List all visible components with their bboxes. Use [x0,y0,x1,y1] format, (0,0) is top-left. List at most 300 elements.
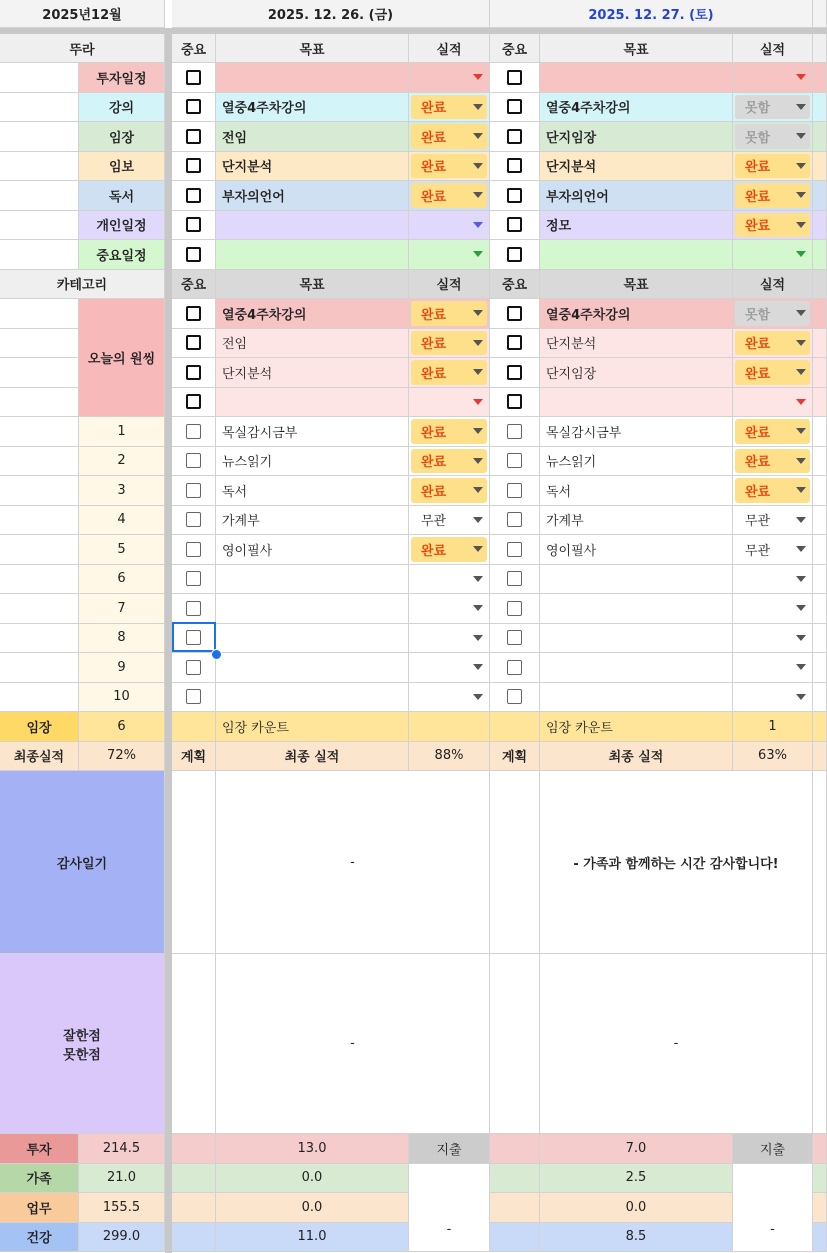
result-chip[interactable]: 완료 [411,331,487,356]
result-dropdown[interactable] [409,653,490,683]
result-dropdown[interactable] [733,93,813,123]
goal-cell[interactable]: 단지임장 [540,122,733,152]
result-chip[interactable]: 못함 [735,301,810,326]
checkbox-icon[interactable] [507,99,522,114]
important-checkbox[interactable] [172,122,216,152]
important-checkbox[interactable] [172,152,216,182]
goal-cell[interactable]: 목실감시금부 [216,417,409,447]
goal-cell[interactable]: 목실감시금부 [540,417,733,447]
gratitude-day2[interactable]: - 가족과 함께하는 시간 감사합니다! [540,771,813,954]
col-important: 중요 [490,34,540,63]
checkbox-icon[interactable] [507,394,522,409]
result-dropdown[interactable] [733,535,813,565]
blank-cell [490,771,540,954]
goal-cell[interactable]: 열중4주차강의 [216,93,409,123]
task-checkbox[interactable] [172,565,216,595]
result-chip[interactable]: 완료 [735,478,810,503]
dropdown-arrow-icon[interactable] [796,369,806,375]
result-chip[interactable]: 완료 [735,183,810,208]
result-dropdown[interactable] [733,299,813,329]
task-checkbox[interactable] [490,624,540,654]
result-dropdown[interactable] [409,476,490,506]
checkbox-icon[interactable] [507,689,522,704]
goal-cell[interactable]: 영이필사 [540,535,733,565]
final-result-value: 63% [733,742,813,772]
result-dropdown[interactable] [733,63,813,93]
dropdown-arrow-icon[interactable] [796,192,806,198]
checkbox-icon[interactable] [186,542,201,557]
result-chip[interactable]: 완료 [735,360,810,385]
goal-cell[interactable]: 독서 [216,476,409,506]
checkbox-icon[interactable] [507,601,522,616]
dropdown-arrow-icon[interactable] [796,694,806,700]
result-dropdown[interactable] [733,565,813,595]
checkbox-icon[interactable] [507,424,522,439]
checkbox-icon[interactable] [186,660,201,675]
important-checkbox[interactable] [490,329,540,359]
result-dropdown[interactable] [409,93,490,123]
checkbox-icon[interactable] [186,99,201,114]
row-number: 1 [79,417,165,447]
dropdown-arrow-icon[interactable] [473,399,483,405]
dropdown-arrow-icon[interactable] [796,104,806,110]
category-day2-value: 2.5 [540,1164,733,1194]
dropdown-arrow-icon[interactable] [796,517,806,523]
goal-cell[interactable]: 단지분석 [216,358,409,388]
goal-cell[interactable]: 단지분석 [540,329,733,359]
task-checkbox[interactable] [490,653,540,683]
row-number: 8 [79,624,165,654]
result-dropdown[interactable] [409,63,490,93]
checkbox-icon[interactable] [186,158,201,173]
checkbox-icon[interactable] [186,424,201,439]
dropdown-arrow-icon[interactable] [473,576,483,582]
task-checkbox[interactable] [490,476,540,506]
important-checkbox[interactable] [490,299,540,329]
row-number: 7 [79,594,165,624]
result-dropdown[interactable] [733,476,813,506]
task-checkbox[interactable] [172,653,216,683]
goal-cell[interactable] [540,624,733,654]
dropdown-arrow-icon[interactable] [473,104,483,110]
checkbox-icon[interactable] [507,630,522,645]
task-checkbox[interactable] [172,594,216,624]
blank-label [0,594,79,624]
result-chip[interactable]: 못함 [735,124,810,149]
result-dropdown[interactable] [733,181,813,211]
next-column-edge [813,329,827,359]
category-total-value: 299.0 [79,1223,165,1253]
checkbox-icon[interactable] [507,188,522,203]
result-dropdown[interactable] [733,447,813,477]
expense-label: 지출 [733,1134,813,1164]
important-checkbox[interactable] [172,240,216,270]
next-column-edge [813,742,827,772]
dropdown-arrow-icon[interactable] [473,369,483,375]
goal-cell[interactable]: 뉴스읽기 [216,447,409,477]
goal-cell[interactable] [216,624,409,654]
checkbox-icon[interactable] [507,571,522,586]
final-result-value: 88% [409,742,490,772]
checkbox-icon[interactable] [186,365,201,380]
dropdown-arrow-icon[interactable] [473,222,483,228]
dropdown-arrow-icon[interactable] [473,635,483,641]
col-result: 실적 [733,34,813,63]
goal-cell[interactable] [216,683,409,713]
checkbox-icon[interactable] [507,306,522,321]
fill-handle[interactable] [211,649,222,660]
result-chip[interactable]: 완료 [735,419,810,444]
dropdown-arrow-icon[interactable] [473,192,483,198]
result-dropdown[interactable] [409,329,490,359]
task-checkbox[interactable] [490,594,540,624]
dropdown-arrow-icon[interactable] [473,546,483,552]
task-checkbox[interactable] [490,565,540,595]
task-checkbox[interactable] [490,683,540,713]
category-total-label: 업무 [0,1193,79,1223]
dropdown-arrow-icon[interactable] [796,340,806,346]
checkbox-icon[interactable] [507,158,522,173]
result-chip[interactable]: 못함 [735,95,810,120]
result-chip[interactable]: 완료 [411,360,487,385]
dropdown-arrow-icon[interactable] [796,163,806,169]
result-chip[interactable]: 완료 [411,154,487,179]
goal-cell[interactable]: 정모 [540,211,733,241]
task-checkbox[interactable] [172,535,216,565]
section1-label: 뚜라 [0,34,165,63]
result-dropdown[interactable] [409,299,490,329]
important-checkbox[interactable] [172,181,216,211]
dropdown-arrow-icon[interactable] [796,576,806,582]
result-chip[interactable]: 완료 [411,478,487,503]
result-dropdown[interactable] [409,624,490,654]
gratitude-label: 감사일기 [0,771,165,954]
task-checkbox[interactable] [490,417,540,447]
result-dropdown[interactable] [409,535,490,565]
important-checkbox[interactable] [172,388,216,418]
goal-cell[interactable]: 단지임장 [540,358,733,388]
dropdown-arrow-icon[interactable] [796,487,806,493]
task-checkbox[interactable] [490,535,540,565]
dropdown-arrow-icon[interactable] [796,133,806,139]
result-dropdown[interactable] [733,122,813,152]
blank-label [0,476,79,506]
result-dropdown[interactable] [409,683,490,713]
result-dropdown[interactable] [409,358,490,388]
task-checkbox[interactable] [172,506,216,536]
task-checkbox[interactable] [172,476,216,506]
result-dropdown[interactable] [733,358,813,388]
gratitude-day1[interactable]: - [216,771,490,954]
category-day1-value: 0.0 [216,1164,409,1194]
result-dropdown[interactable] [409,506,490,536]
row-number: 10 [79,683,165,713]
category-total-value: 21.0 [79,1164,165,1194]
checkbox-icon[interactable] [186,306,201,321]
task-checkbox[interactable] [172,447,216,477]
schedule-category: 임보 [79,152,165,182]
blank-label [0,417,79,447]
important-checkbox[interactable] [490,122,540,152]
result-chip[interactable]: 완료 [411,449,487,474]
blank-cell [490,1193,540,1223]
dropdown-arrow-icon[interactable] [796,635,806,641]
goal-cell[interactable] [540,63,733,93]
goal-cell[interactable] [540,653,733,683]
result-dropdown[interactable] [733,624,813,654]
result-dropdown[interactable] [733,506,813,536]
task-checkbox[interactable] [172,683,216,713]
important-checkbox[interactable] [490,388,540,418]
important-checkbox[interactable] [490,181,540,211]
checkbox-icon[interactable] [507,335,522,350]
review-day1[interactable]: - [216,954,490,1134]
selected-cell-outline[interactable] [172,622,216,652]
checkbox-icon[interactable] [186,601,201,616]
important-checkbox[interactable] [490,152,540,182]
next-column-edge [813,388,827,418]
goal-cell[interactable] [216,388,409,418]
dropdown-arrow-icon[interactable] [473,428,483,434]
goal-cell[interactable]: 전임 [216,122,409,152]
review-label-line2: 못한점 [63,1047,101,1063]
plan-label: 계획 [172,742,216,772]
col-goal: 목표 [216,34,409,63]
dropdown-arrow-icon[interactable] [473,251,483,257]
checkbox-icon[interactable] [507,365,522,380]
dropdown-arrow-icon[interactable] [473,605,483,611]
one-thing-label: 오늘의 원씽 [79,299,165,417]
schedule-category: 개인일정 [79,211,165,241]
goal-cell[interactable]: 독서 [540,476,733,506]
dropdown-arrow-icon[interactable] [473,694,483,700]
schedule-category: 투자일정 [79,63,165,93]
imjang-count-label: 임장 카운트 [540,712,733,742]
result-dropdown[interactable] [409,181,490,211]
dropdown-arrow-icon[interactable] [473,133,483,139]
result-chip[interactable]: 완료 [411,124,487,149]
important-checkbox[interactable] [490,93,540,123]
goal-cell[interactable] [216,565,409,595]
dropdown-arrow-icon[interactable] [796,399,806,405]
blank-label [0,329,79,359]
goal-cell[interactable] [540,683,733,713]
result-chip[interactable]: 완료 [735,213,810,238]
blank-label [0,240,79,270]
task-checkbox[interactable] [490,447,540,477]
blank-cell [490,1164,540,1194]
result-chip[interactable]: 완료 [735,331,810,356]
checkbox-icon[interactable] [507,129,522,144]
next-column-edge [813,447,827,477]
dropdown-arrow-icon[interactable] [473,340,483,346]
important-checkbox[interactable] [172,211,216,241]
important-checkbox[interactable] [172,299,216,329]
checkbox-icon[interactable] [186,188,201,203]
result-dropdown[interactable] [409,417,490,447]
goal-cell[interactable]: 단지분석 [216,152,409,182]
row-number: 4 [79,506,165,536]
goal-cell[interactable]: 뉴스읽기 [540,447,733,477]
result-dropdown[interactable] [409,240,490,270]
checkbox-icon[interactable] [507,453,522,468]
goal-cell[interactable]: 영이필사 [216,535,409,565]
result-dropdown[interactable] [733,329,813,359]
category-day1-value: 0.0 [216,1193,409,1223]
goal-cell[interactable]: 열중4주차강의 [540,299,733,329]
task-checkbox[interactable] [172,417,216,447]
checkbox-icon[interactable] [186,70,201,85]
result-dropdown[interactable] [409,122,490,152]
goal-cell[interactable] [216,240,409,270]
goal-cell[interactable] [540,565,733,595]
result-dropdown[interactable] [733,240,813,270]
expense-value: - [733,1164,813,1253]
checkbox-icon[interactable] [507,512,522,527]
next-column-edge [813,712,827,742]
important-checkbox[interactable] [172,329,216,359]
result-chip[interactable]: 완료 [411,183,487,208]
dropdown-arrow-icon[interactable] [796,74,806,80]
important-checkbox[interactable] [172,93,216,123]
result-chip[interactable]: 완료 [735,154,810,179]
goal-cell[interactable]: 가계부 [216,506,409,536]
goal-cell[interactable] [216,211,409,241]
important-checkbox[interactable] [172,63,216,93]
next-column-edge [813,954,827,1134]
checkbox-icon[interactable] [186,335,201,350]
goal-cell[interactable] [540,594,733,624]
dropdown-arrow-icon[interactable] [473,517,483,523]
blank-label [0,211,79,241]
checkbox-icon[interactable] [186,512,201,527]
goal-cell[interactable] [216,63,409,93]
result-dropdown[interactable] [733,594,813,624]
checkbox-icon[interactable] [186,571,201,586]
checkbox-icon[interactable] [186,453,201,468]
goal-cell[interactable]: 부자의언어 [216,181,409,211]
dropdown-arrow-icon[interactable] [473,310,483,316]
result-dropdown[interactable] [733,211,813,241]
dropdown-arrow-icon[interactable] [473,664,483,670]
goal-cell[interactable] [216,594,409,624]
imjang-label: 임장 [0,712,79,742]
col-important: 중요 [172,34,216,63]
col-important: 중요 [490,270,540,300]
goal-cell[interactable]: 단지분석 [540,152,733,182]
expense-value: - [409,1164,490,1253]
category-total-label: 건강 [0,1223,79,1253]
important-checkbox[interactable] [490,358,540,388]
blank-cell [172,1223,216,1253]
blank-label [0,447,79,477]
checkbox-icon[interactable] [186,217,201,232]
dropdown-arrow-icon[interactable] [796,664,806,670]
review-label [0,954,165,1134]
goal-cell[interactable] [216,653,409,683]
result-chip[interactable]: 무관 [421,514,447,530]
dropdown-arrow-icon[interactable] [473,458,483,464]
checkbox-icon[interactable] [507,247,522,262]
important-checkbox[interactable] [490,211,540,241]
imjang-total: 6 [79,712,165,742]
checkbox-icon[interactable] [186,129,201,144]
blank-label [0,506,79,536]
result-chip[interactable]: 완료 [411,301,487,326]
dropdown-arrow-icon[interactable] [796,605,806,611]
checkbox-icon[interactable] [507,70,522,85]
result-chip[interactable]: 무관 [745,543,771,559]
goal-cell[interactable]: 가계부 [540,506,733,536]
goal-cell[interactable]: 열중4주차강의 [540,93,733,123]
result-chip[interactable]: 무관 [745,514,771,530]
checkbox-icon[interactable] [186,689,201,704]
checkbox-icon[interactable] [186,483,201,498]
dropdown-arrow-icon[interactable] [796,428,806,434]
result-chip[interactable]: 완료 [411,419,487,444]
col-result: 실적 [409,34,490,63]
dropdown-arrow-icon[interactable] [473,74,483,80]
goal-cell[interactable]: 열중4주차강의 [216,299,409,329]
checkbox-icon[interactable] [507,660,522,675]
next-column-edge [813,771,827,954]
important-checkbox[interactable] [490,240,540,270]
dropdown-arrow-icon[interactable] [796,546,806,552]
blank-label [0,653,79,683]
checkbox-icon[interactable] [507,217,522,232]
dropdown-arrow-icon[interactable] [473,163,483,169]
dropdown-arrow-icon[interactable] [796,310,806,316]
result-dropdown[interactable] [409,447,490,477]
result-chip[interactable]: 완료 [411,537,487,562]
result-dropdown[interactable] [409,594,490,624]
result-chip[interactable]: 완료 [411,95,487,120]
result-dropdown[interactable] [409,211,490,241]
day2-date: 2025. 12. 27. (토) [490,0,813,28]
checkbox-icon[interactable] [186,247,201,262]
dropdown-arrow-icon[interactable] [796,251,806,257]
task-checkbox[interactable] [490,506,540,536]
checkbox-icon[interactable] [507,542,522,557]
next-column-edge [813,1193,827,1223]
result-dropdown[interactable] [409,152,490,182]
checkbox-icon[interactable] [507,483,522,498]
dropdown-arrow-icon[interactable] [473,487,483,493]
important-checkbox[interactable] [172,358,216,388]
result-dropdown[interactable] [733,152,813,182]
checkbox-icon[interactable] [186,394,201,409]
blank-label [0,63,79,93]
result-dropdown[interactable] [733,417,813,447]
result-dropdown[interactable] [733,683,813,713]
dropdown-arrow-icon[interactable] [796,222,806,228]
result-dropdown[interactable] [409,565,490,595]
next-column-edge [813,417,827,447]
result-dropdown[interactable] [733,388,813,418]
result-dropdown[interactable] [733,653,813,683]
goal-cell[interactable] [540,388,733,418]
important-checkbox[interactable] [490,63,540,93]
review-day2[interactable]: - [540,954,813,1134]
goal-cell[interactable]: 부자의언어 [540,181,733,211]
goal-cell[interactable]: 전임 [216,329,409,359]
result-dropdown[interactable] [409,388,490,418]
goal-cell[interactable] [540,240,733,270]
result-chip[interactable]: 완료 [735,449,810,474]
imjang-count [409,712,490,742]
dropdown-arrow-icon[interactable] [796,458,806,464]
blank-cell [490,1134,540,1164]
